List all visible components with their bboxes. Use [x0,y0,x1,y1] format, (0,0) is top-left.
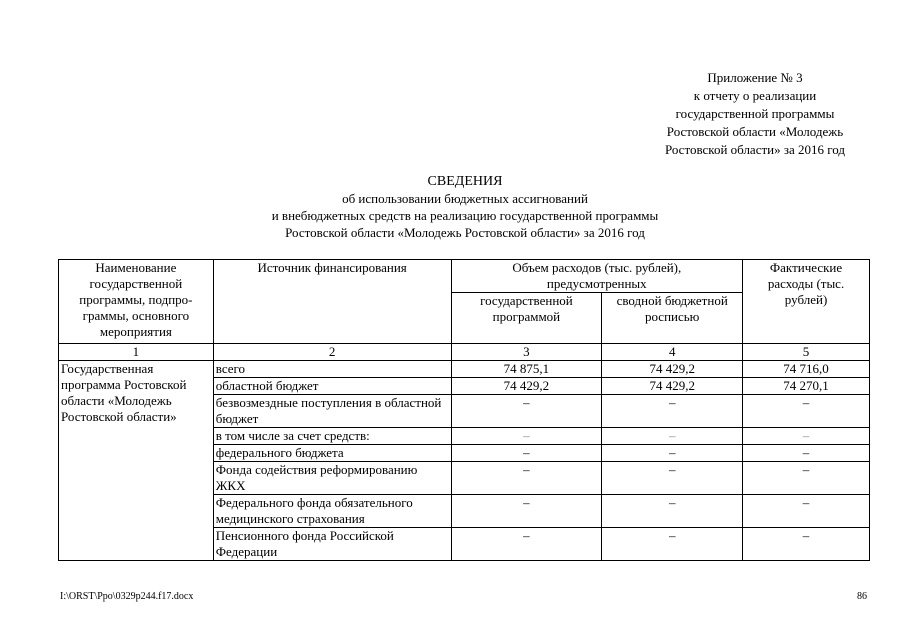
program-value-cell: – [451,495,602,528]
heading-line: об использовании бюджетных ассигнований [342,191,588,206]
program-name-cell: Государственная программа Ростовской области «Молодежь Ростовской области» [59,361,214,561]
program-value-cell: 74 875,1 [451,361,602,378]
program-value-cell: – [451,445,602,462]
source-cell: безвозмездные поступления в областной бюджет [213,395,451,428]
budget-value-cell: 74 429,2 [602,378,743,395]
header-planned-budget: сводной бюджетной росписью [602,293,743,344]
program-value-cell: – [451,395,602,428]
column-number: 2 [213,344,451,361]
appendix-line: Приложение № 3 [707,70,803,85]
header-source: Источник финансирования [213,260,451,344]
appendix-line: к отчету о реализации [693,88,817,103]
budget-value-cell: – [602,395,743,428]
heading-line: и внебюджетных средств на реализацию государственной программы [271,208,659,223]
budget-value-cell: – [602,428,743,445]
header-name: Наименование государственной программы, подпро-граммы, основного мероприятия [59,260,214,344]
budget-value-cell: 74 429,2 [602,361,743,378]
budget-value-cell: – [602,462,743,495]
actual-value-cell: – [743,428,870,445]
program-value-cell: – [451,462,602,495]
appendix-line: Ростовской области «Молодежь [666,124,844,139]
column-number: 4 [602,344,743,361]
source-cell: Пенсионного фонда Российской Федерации [213,528,451,561]
actual-value-cell: 74 716,0 [743,361,870,378]
program-value-cell: – [451,528,602,561]
source-cell: Федерального фонда обязательного медицинского страхования [213,495,451,528]
actual-value-cell: – [743,528,870,561]
actual-value-cell: – [743,495,870,528]
budget-value-cell: – [602,445,743,462]
program-value-cell: 74 429,2 [451,378,602,395]
header-planned: Объем расходов (тыс. рублей), предусмотренных [451,260,743,293]
column-number: 5 [743,344,870,361]
actual-value-cell: – [743,395,870,428]
expenditure-table [58,259,870,561]
table-row [59,361,870,378]
actual-value-cell: – [743,445,870,462]
column-number: 3 [451,344,602,361]
page-number: 86 [857,591,867,602]
source-cell: всего [213,361,451,378]
column-number: 1 [59,344,214,361]
appendix-line: Ростовской области» за 2016 год [664,142,846,157]
budget-value-cell: – [602,495,743,528]
appendix-line: государственной программы [675,106,835,121]
budget-value-cell: – [602,528,743,561]
document-title: СВЕДЕНИЯ [427,174,503,189]
document-heading [180,173,750,241]
program-value-cell: – [451,428,602,445]
source-cell: областной бюджет [213,378,451,395]
header-planned-program: государственной программой [451,293,602,344]
actual-value-cell: – [743,462,870,495]
footer-file-path: I:\ORST\Ppo\0329p244.f17.docx [60,591,194,602]
source-cell: Фонда содействия реформированию ЖКХ [213,462,451,495]
source-cell: в том числе за счет средств: [213,428,451,445]
appendix-block [620,69,890,159]
header-actual: Фактические расходы (тыс. рублей) [743,260,870,344]
source-cell: федерального бюджета [213,445,451,462]
actual-value-cell: 74 270,1 [743,378,870,395]
heading-line: Ростовской области «Молодежь Ростовской области» за 2016 год [285,225,645,240]
